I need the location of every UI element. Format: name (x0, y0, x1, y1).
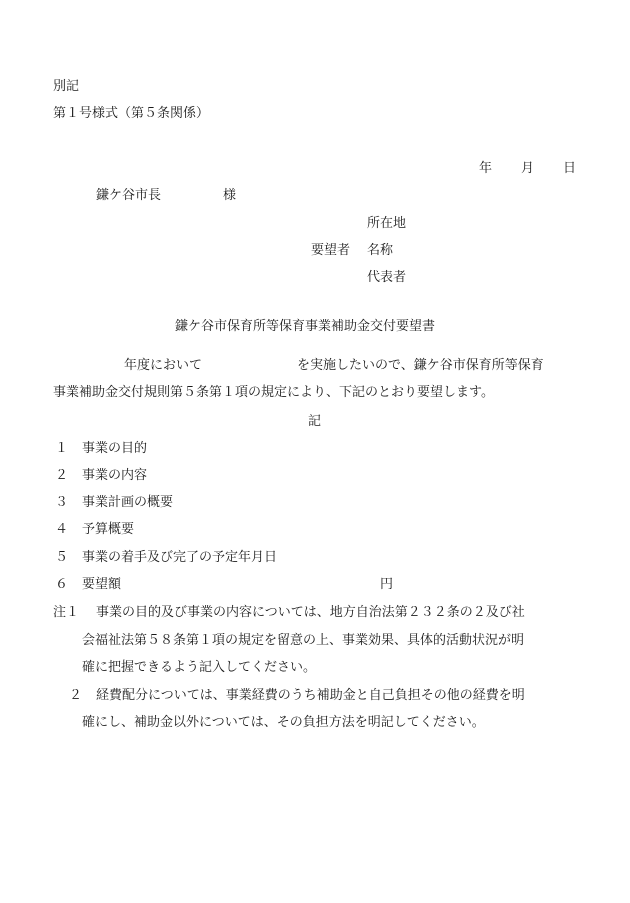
date-year: 年 (479, 161, 493, 176)
item-number: ４ (55, 522, 69, 537)
note1-line1: 事業の目的及び事業の内容については、地方自治法第２３２条の２及び社 (96, 605, 525, 620)
note1-line2: 会福祉法第５８条第１項の規定を留意の上、事業効果、具体的活動状況が明 (82, 633, 525, 648)
item-number: １ (55, 441, 69, 456)
document-title: 鎌ケ谷市保育所等保育事業補助金交付要望書 (175, 319, 436, 334)
item-text: 事業の着手及び完了の予定年月日 (82, 550, 278, 565)
item-text: 事業の目的 (82, 441, 148, 456)
item-text: 予算概要 (82, 522, 135, 537)
item-text: 要望額 (82, 577, 122, 592)
date-day: 日 (563, 161, 577, 176)
form-number: 第１号様式（第５条関係） (53, 106, 210, 121)
yen-unit: 円 (380, 577, 394, 592)
appendix-label: 別記 (53, 79, 80, 94)
item-text: 事業の内容 (82, 468, 148, 483)
requester-location: 所在地 (367, 216, 407, 231)
note1-label: 注１ (53, 605, 80, 620)
note2-line1: 経費配分については、事業経費のうち補助金と自己負担その他の経費を明 (96, 688, 525, 703)
addressee-name: 鎌ケ谷市長 (96, 188, 162, 203)
item-number: ５ (55, 550, 69, 565)
addressee-honorific: 様 (223, 188, 237, 203)
requester-name: 名称 (367, 243, 394, 258)
note1-line3: 確に把握できるよう記入してください。 (82, 660, 317, 675)
requester-representative: 代表者 (367, 270, 407, 285)
item-number: ６ (55, 577, 69, 592)
date-month: 月 (521, 161, 535, 176)
item-number: ３ (55, 495, 69, 510)
requester-label: 要望者 (311, 243, 351, 258)
ki-heading: 記 (308, 414, 322, 429)
note2-label: ２ (69, 688, 83, 703)
item-text: 事業計画の概要 (82, 495, 174, 510)
item-number: ２ (55, 468, 69, 483)
body-fiscal-year: 年度において (124, 358, 203, 373)
body-line2: 事業補助金交付規則第５条第１項の規定により、下記のとおり要望します。 (53, 385, 494, 400)
note2-line2: 確にし、補助金以外については、その負担方法を明記してください。 (82, 715, 485, 730)
body-line1: を実施したいので、鎌ケ谷市保育所等保育 (297, 358, 544, 373)
